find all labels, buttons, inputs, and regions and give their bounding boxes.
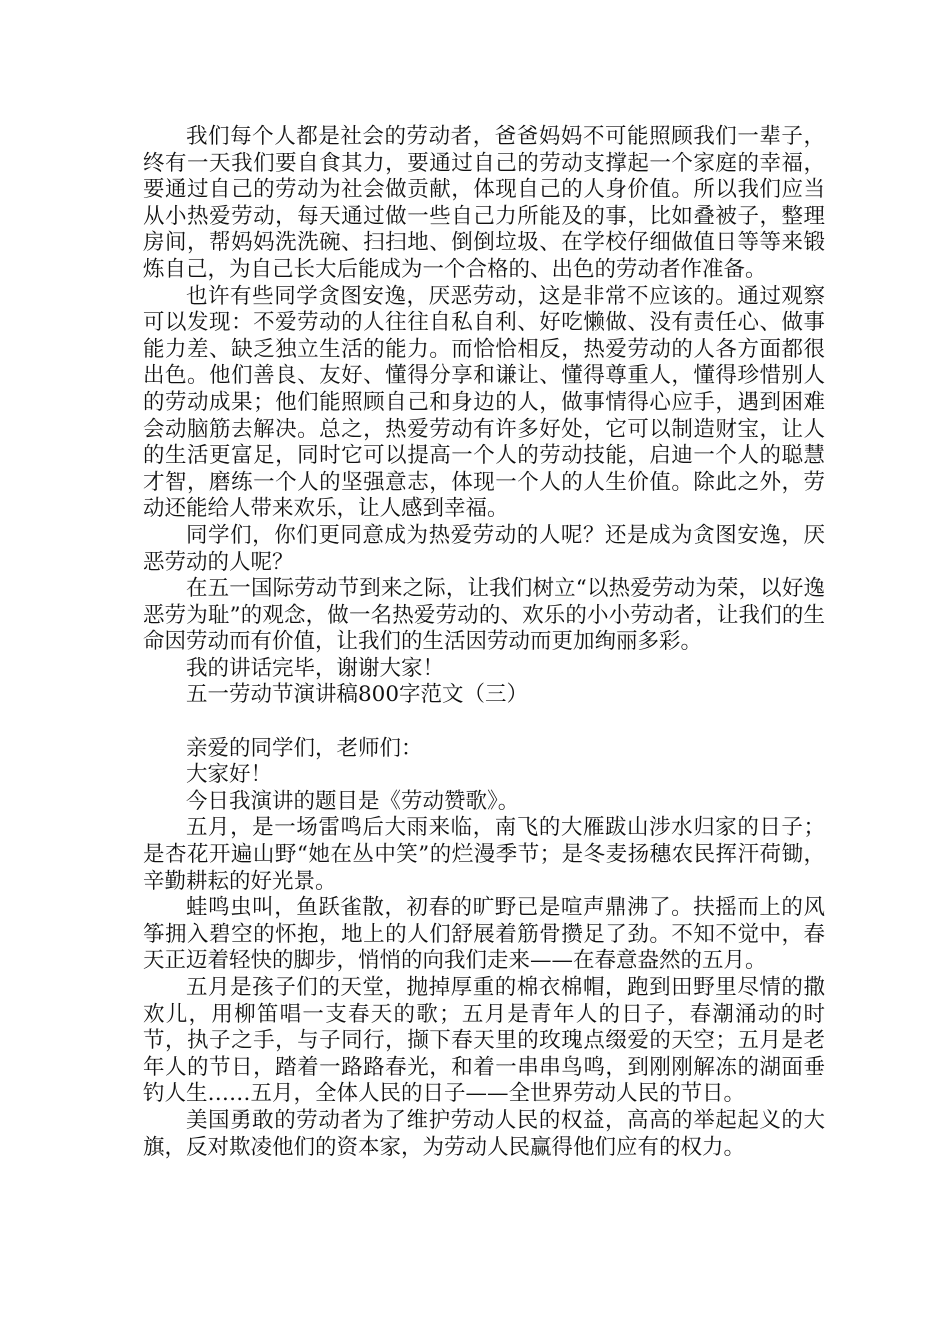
paragraph-greeting: 大家好！ xyxy=(186,762,273,788)
paragraph-labor-benefits: 也许有些同学贪图安逸，厌恶劳动，这是非常不应该的。通过观察可以发现：不爱劳动的人往往自私自利、好吃懒做、没有责任心、做事能力差、缺乏独立生活的能力。而恰恰相反，热爱劳动的人各方面都很出色。他们善良、友好、懂得分享和谦让、懂得尊重人，懂得珍惜别人的劳动成果；他们能照顾自己和身边的人，做事情得心应手，遇到困难会动脑筋去解决。总之，热爱劳动有许多好处，它可以制造财宝，让人的生活更富足，同时它可以提高一个人的劳动技能，启迪一个人的聪慧才智，磨练一个人的坚强意志，体现一个人的人生价值。除此之外，劳动还能给人带来欢乐，让人感到幸福。 xyxy=(143,283,825,522)
paragraph-may-for-all: 五月是孩子们的天堂，抛掉厚重的棉衣棉帽，跑到田野里尽情的撒欢儿，用柳笛唱一支春天的歌；五月是青年人的日子，春潮涌动的时节，执子之手，与子同行，撷下春天里的玫瑰点缀爱的天空；五月是老年人的节日，踏着一路路春光，和着一串串鸟鸣，到刚刚解冻的湖面垂钓人生……五月，全体人民的日子——全世界劳动人民的节日。 xyxy=(143,975,825,1107)
paragraph-spring-scene: 蛙鸣虫叫，鱼跃雀散，初春的旷野已是喧声鼎沸了。扶摇而上的风筝拥入碧空的怀抱，地上的人们舒展着筋骨攒足了劲。不知不觉中，春天正迈着轻快的脚步，悄悄的向我们走来——在春意盎然的五月。 xyxy=(143,895,825,974)
paragraph-closing: 我的讲话完毕，谢谢大家！ xyxy=(186,655,445,681)
paragraph-question: 同学们，你们更同意成为热爱劳动的人呢？还是成为贪图安逸，厌恶劳动的人呢？ xyxy=(143,522,825,575)
paragraph-speech-title: 今日我演讲的题目是《劳动赞歌》。 xyxy=(186,788,520,814)
document-body xyxy=(143,124,825,1161)
paragraph-labor-duty: 我们每个人都是社会的劳动者，爸爸妈妈不可能照顾我们一辈子，终有一天我们要自食其力，要通过自己的劳动支撑起一个家庭的幸福，要通过自己的劳动为社会做贡献，体现自己的人身价值。所以我们应当从小热爱劳动，每天通过做一些自己力所能及的事，比如叠被子，整理房间，帮妈妈洗洗碗、扫扫地、倒倒垃圾、在学校仔细做值日等等来锻炼自己，为自己长大后能成为一个合格的、出色的劳动者作准备。 xyxy=(143,124,825,282)
paragraph-may-day-call: 在五一国际劳动节到来之际，让我们树立“以热爱劳动为荣，以好逸恶劳为耻”的观念，做一名热爱劳动的、欢乐的小小劳动者，让我们的生命因劳动而有价值，让我们的生活因劳动而更加绚丽多彩。 xyxy=(143,576,825,655)
paragraph-salutation: 亲爱的同学们，老师们： xyxy=(186,735,423,761)
paragraph-may-description: 五月，是一场雷鸣后大雨来临，南飞的大雁跋山涉水归家的日子；是杏花开遍山野“她在丛中笑”的烂漫季节；是冬麦扬穗农民挥汗荷锄，辛勤耕耘的好光景。 xyxy=(143,815,825,894)
paragraph-american-workers: 美国勇敢的劳动者为了维护劳动人民的权益，高高的举起起义的大旗，反对欺凌他们的资本家，为劳动人民赢得他们应有的权力。 xyxy=(143,1107,825,1160)
blank-line xyxy=(143,709,825,736)
section-heading: 五一劳动节演讲稿800字范文（三） xyxy=(186,682,529,708)
